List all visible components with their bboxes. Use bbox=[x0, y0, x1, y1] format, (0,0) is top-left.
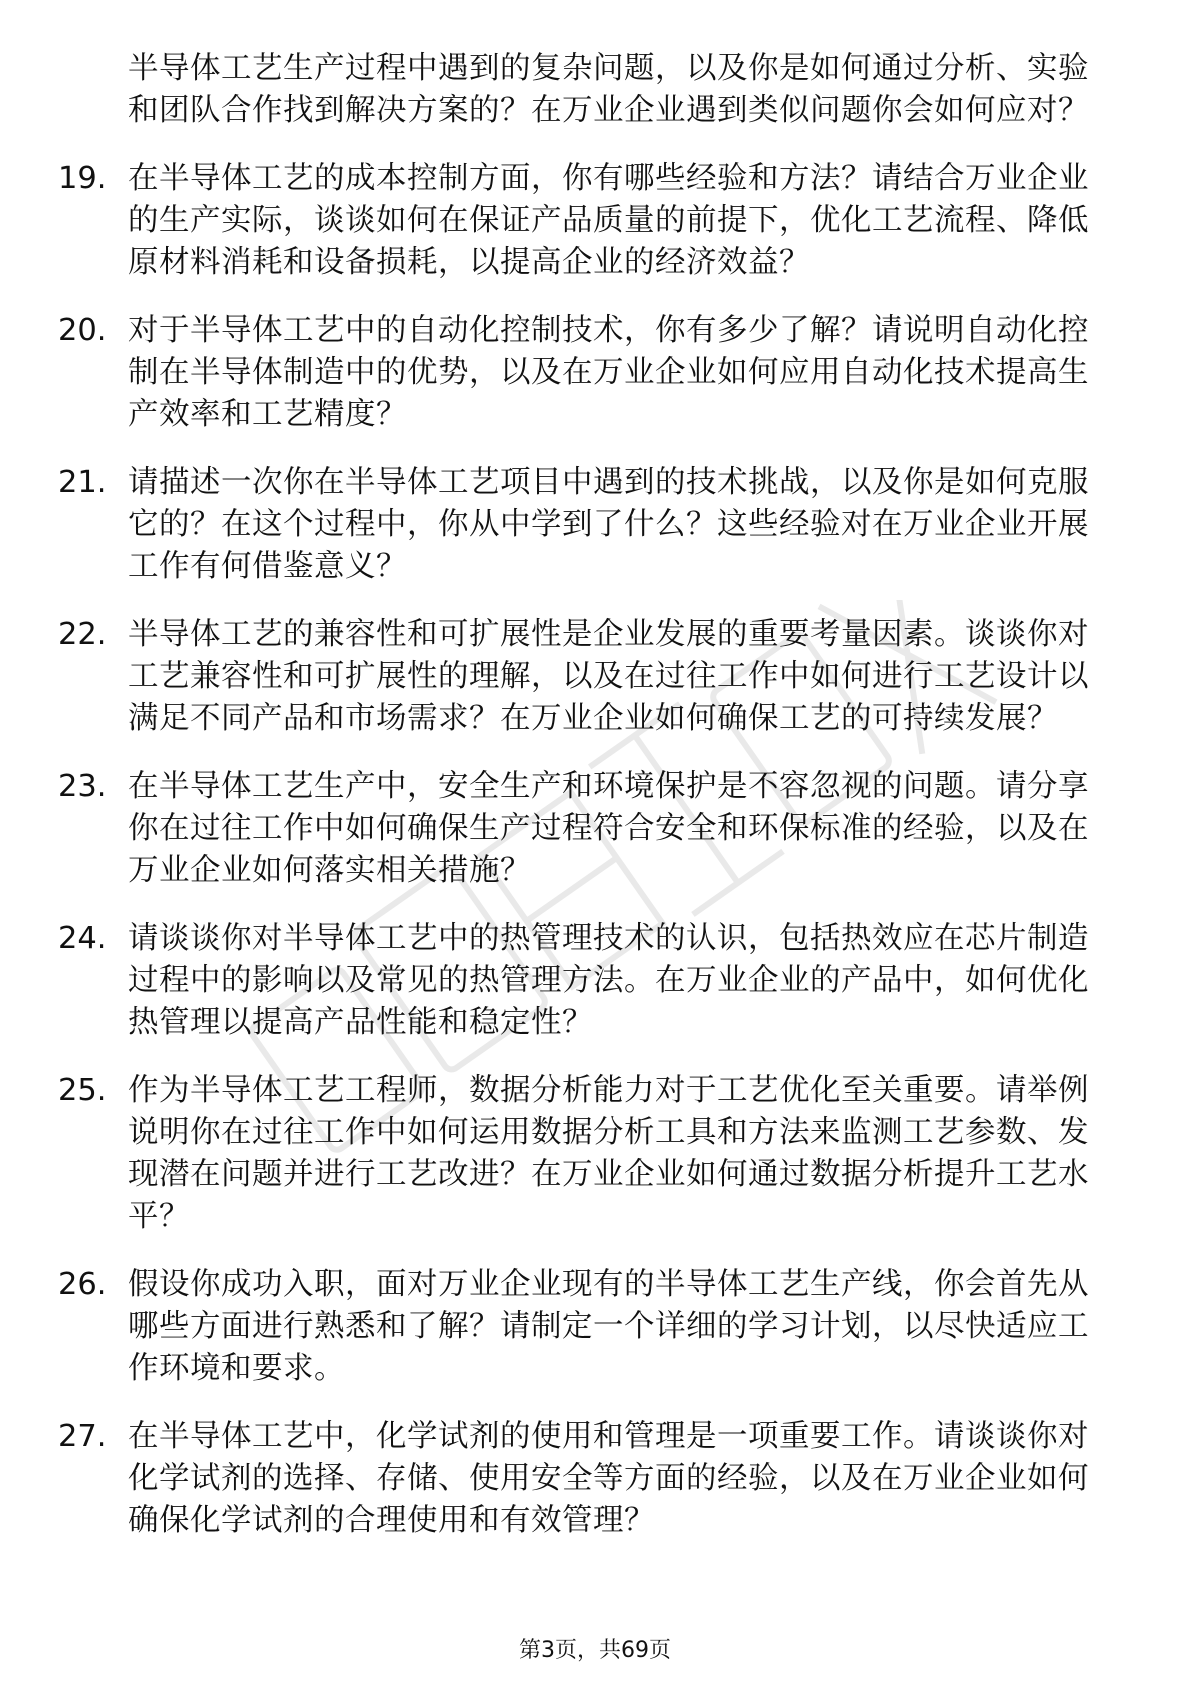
question-item bbox=[0, 310, 1190, 436]
question-number: 21. bbox=[58, 465, 107, 500]
question-number: 22. bbox=[58, 617, 107, 652]
question-item bbox=[0, 158, 1190, 284]
question-list bbox=[0, 158, 1190, 1542]
question-number: 19. bbox=[58, 161, 107, 196]
question-text: 在半导体工艺的成本控制方面，你有哪些经验和方法？请结合万业企业的生产实际，谈谈如何在保证产品质量的前提下，优化工艺流程、降低原材料消耗和设备损耗，以提高企业的经济效益？ bbox=[128, 161, 1089, 280]
question-number: 24. bbox=[58, 921, 107, 956]
question-item bbox=[0, 614, 1190, 740]
question-item bbox=[0, 766, 1190, 892]
question-text: 作为半导体工艺工程师，数据分析能力对于工艺优化至关重要。请举例说明你在过往工作中如何运用数据分析工具和方法来监测工艺参数、发现潜在问题并进行工艺改进？在万业企业如何通过数据分析提升工艺水平？ bbox=[128, 1073, 1089, 1234]
question-text: 请谈谈你对半导体工艺中的热管理技术的认识，包括热效应在芯片制造过程中的影响以及常见的热管理方法。在万业企业的产品中，如何优化热管理以提高产品性能和稳定性？ bbox=[128, 921, 1089, 1040]
page-footer: 第3页，共69页 bbox=[519, 1638, 671, 1663]
question-number: 23. bbox=[58, 769, 107, 804]
question-text: 请描述一次你在半导体工艺项目中遇到的技术挑战，以及你是如何克服它的？在这个过程中，你从中学到了什么？这些经验对在万业企业开展工作有何借鉴意义？ bbox=[128, 465, 1089, 584]
question-number: 26. bbox=[58, 1267, 107, 1302]
question-item bbox=[0, 1264, 1190, 1390]
continued-question-text: 半导体工艺生产过程中遇到的复杂问题，以及你是如何通过分析、实验和团队合作找到解决方案的？在万业企业遇到类似问题你会如何应对？ bbox=[128, 51, 1089, 128]
question-text: 在半导体工艺中，化学试剂的使用和管理是一项重要工作。请谈谈你对化学试剂的选择、存储、使用安全等方面的经验，以及在万业企业如何确保化学试剂的合理使用和有效管理？ bbox=[128, 1419, 1089, 1538]
question-text: 半导体工艺的兼容性和可扩展性是企业发展的重要考量因素。谈谈你对工艺兼容性和可扩展性的理解，以及在过往工作中如何进行工艺设计以满足不同产品和市场需求？在万业企业如何确保工艺的可持续发展？ bbox=[128, 617, 1089, 736]
question-number: 20. bbox=[58, 313, 107, 348]
question-text: 对于半导体工艺中的自动化控制技术，你有多少了解？请说明自动化控制在半导体制造中的优势，以及在万业企业如何应用自动化技术提高生产效率和工艺精度？ bbox=[128, 313, 1089, 432]
question-item bbox=[0, 1416, 1190, 1542]
question-number: 27. bbox=[58, 1419, 107, 1454]
question-item bbox=[0, 1070, 1190, 1238]
question-item bbox=[0, 918, 1190, 1044]
page-content bbox=[0, 48, 1190, 1542]
question-text: 在半导体工艺生产中，安全生产和环境保护是不容忽视的问题。请分享你在过往工作中如何确保生产过程符合安全和环保标准的经验，以及在万业企业如何落实相关措施？ bbox=[128, 769, 1089, 888]
question-text: 假设你成功入职，面对万业企业现有的半导体工艺生产线，你会首先从哪些方面进行熟悉和了解？请制定一个详细的学习计划，以尽快适应工作环境和要求。 bbox=[128, 1267, 1089, 1386]
question-number: 25. bbox=[58, 1073, 107, 1108]
question-item bbox=[0, 462, 1190, 588]
